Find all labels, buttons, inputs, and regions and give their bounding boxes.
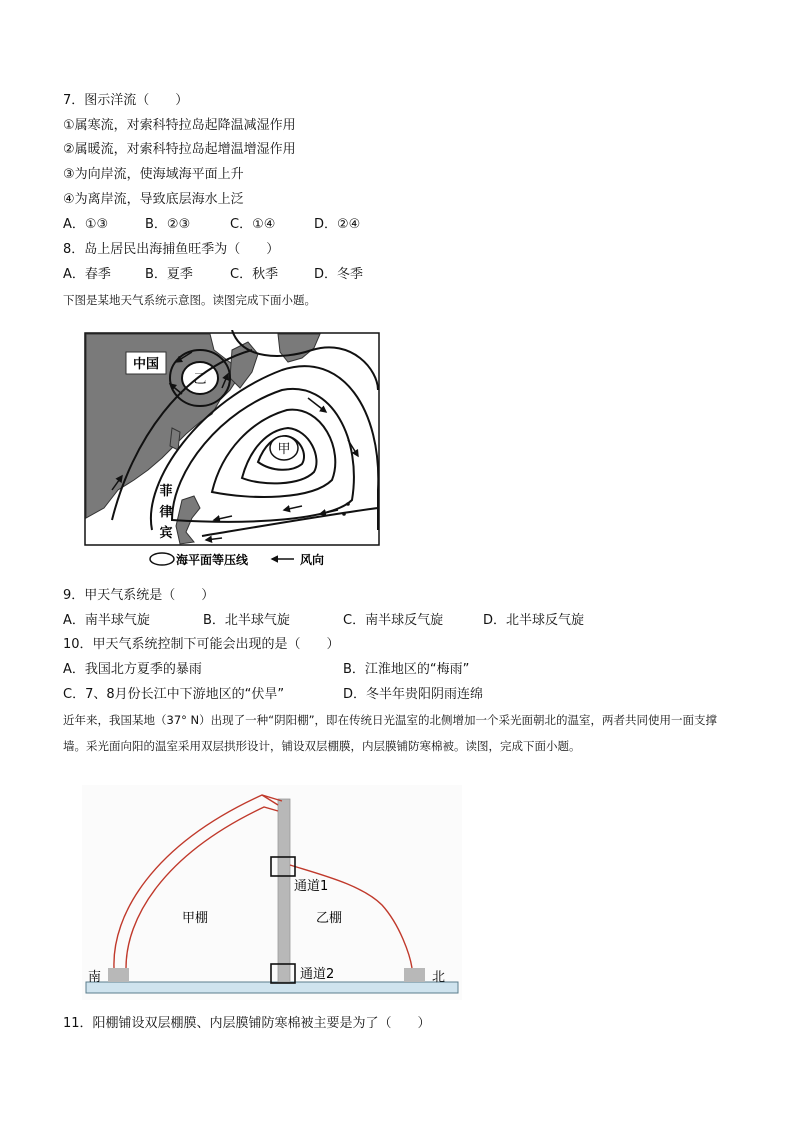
q10-option-d: D．冬半年贵阳阴雨连绵	[343, 687, 484, 702]
map-label-bin: 宾	[159, 526, 173, 541]
label-north: 北	[432, 970, 446, 985]
map-label-yi: 乙	[193, 372, 207, 387]
label-yi-greenhouse: 乙棚	[316, 911, 343, 926]
map-label-lv: 律	[159, 505, 173, 520]
q8-stem: 8．岛上居民出海捕鱼旺季为（ ）	[63, 242, 280, 257]
q7-option-c: C．①④	[230, 217, 276, 232]
greenhouse-diagram	[82, 785, 462, 1000]
intro-weather-system: 下图是某地天气系统示意图。读图完成下面小题。	[63, 293, 316, 307]
q10-option-a: A．我国北方夏季的暴雨	[63, 662, 202, 677]
label-channel-2: 通道2	[300, 967, 335, 982]
q7-option-a: A．①③	[63, 217, 109, 232]
weather-system-map	[82, 330, 382, 572]
q9-option-d: D．北半球反气旋	[483, 613, 585, 628]
q9-option-c: C．南半球反气旋	[343, 613, 444, 628]
map-label-fei: 菲	[159, 484, 173, 499]
label-channel-1: 通道1	[294, 879, 329, 894]
legend-wind-label: 风向	[300, 553, 325, 567]
q9-option-a: A．南半球气旋	[63, 613, 150, 628]
q10-stem: 10．甲天气系统控制下可能会出现的是（ ）	[63, 637, 340, 652]
q10-option-b: B．江淮地区的“梅雨”	[343, 662, 470, 677]
label-jia-greenhouse: 甲棚	[182, 911, 209, 926]
q9-stem: 9．甲天气系统是（ ）	[63, 588, 215, 603]
north-base	[404, 968, 425, 982]
q7-statement-1: ①属寒流，对索科特拉岛起降温减湿作用	[63, 118, 296, 133]
q9-options	[63, 612, 584, 630]
q7-options	[63, 216, 360, 234]
label-south: 南	[88, 970, 102, 985]
q8-options	[63, 266, 363, 284]
isobar-legend-icon	[150, 553, 174, 565]
map-label-china: 中国	[132, 357, 160, 372]
intro-greenhouse: 近年来，我国某地（37° N）出现了一种“阴阳棚”，即在传统日光温室的北侧增加一个采光面朝北的温室，两者共同使用一面支撑墙。采光面向阳的温室采用双层拱形设计，铺设双层棚膜，内层膜铺防寒棉被。读图，完成下面小题。	[63, 713, 718, 753]
q7-stem: 7．图示洋流（ ）	[63, 93, 189, 108]
south-base	[108, 968, 129, 982]
q7-statement-2: ②属暖流，对索科特拉岛起增温增湿作用	[63, 142, 296, 157]
q8-option-a: A．春季	[63, 267, 111, 282]
legend-isobar-label: 海平面等压线	[176, 553, 249, 567]
q9-option-b: B．北半球气旋	[203, 613, 290, 628]
q7-statement-3: ③为向岸流，使海域海平面上升	[63, 167, 244, 182]
q10-option-c: C．7、8月份长江中下游地区的“伏旱”	[63, 687, 285, 702]
q7-statement-4: ④为离岸流，导致底层海水上泛	[63, 192, 244, 207]
q8-option-d: D．冬季	[314, 267, 364, 282]
support-wall	[278, 799, 290, 982]
q8-option-b: B．夏季	[145, 267, 193, 282]
q7-option-b: B．②③	[145, 217, 191, 232]
q11-stem: 11．阳棚铺设双层棚膜、内层膜铺防寒棉被主要是为了（ ）	[63, 1016, 431, 1031]
q8-option-c: C．秋季	[230, 267, 279, 282]
q10-options-row2	[63, 686, 483, 704]
map-label-jia: 甲	[277, 442, 291, 457]
q10-options-row1	[63, 661, 469, 679]
q7-option-d: D．②④	[314, 217, 361, 232]
